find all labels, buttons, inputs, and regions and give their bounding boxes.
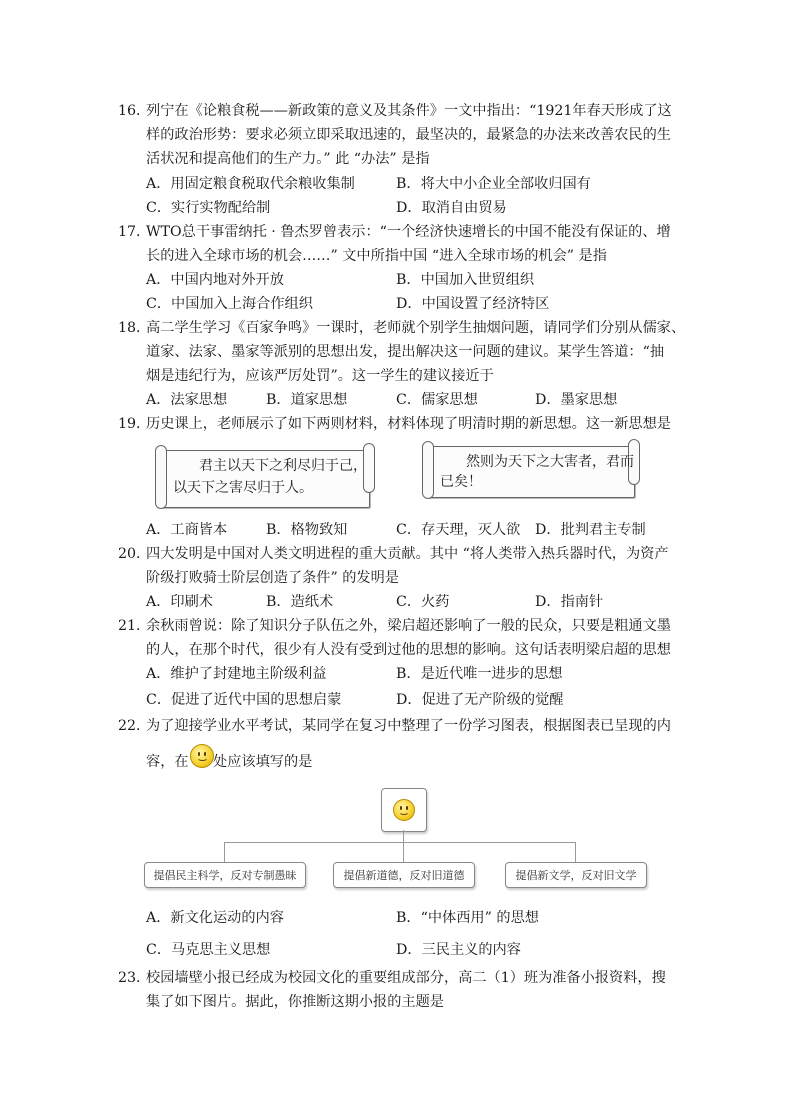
question-16-number: 16． <box>118 103 151 119</box>
question-23-line-1: 校园墙壁小报已经成为校园文化的重要组成部分，高二（1）班为准备小报资料，搜 <box>146 970 666 986</box>
question-22-number: 22． <box>118 718 151 734</box>
question-21-option-d: D．促进了无产阶级的觉醒 <box>396 692 564 708</box>
smiley-face-icon <box>393 799 415 821</box>
question-17-option-b: B．中国加入世贸组织 <box>396 272 535 288</box>
question-22-line-2-after: 处应该填写的是 <box>213 754 313 770</box>
question-18-option-b: B．道家思想 <box>266 392 348 408</box>
question-19-line-1: 历史课上，老师展示了如下两则材料，材料体现了明清时期的新思想。这一新思想是 <box>146 416 671 432</box>
quote-2-line-2: 已矣！ <box>440 474 482 490</box>
question-17-option-d: D．中国设置了经济特区 <box>396 296 550 312</box>
question-16-option-d: D．取消自由贸易 <box>396 200 507 216</box>
question-20-line-2: 阶级打败骑士阶层创造了条件” 的发明是 <box>146 570 399 586</box>
question-20-option-b: B．造纸术 <box>266 594 334 610</box>
question-17-number: 17． <box>118 224 151 240</box>
diagram-connector-vertical <box>403 830 404 842</box>
scroll-curl-left-icon <box>422 441 434 499</box>
diagram-connector-left <box>224 842 225 862</box>
question-18-option-a: A．法家思想 <box>146 392 228 408</box>
smiley-face-icon <box>190 744 214 768</box>
question-17-line-2: 长的进入全球市场的机会……” 文中所指中国 “进入全球市场的机会” 是指 <box>146 248 607 264</box>
question-16-line-2: 样的政治形势：要求必须立即采取迅速的，最坚决的，最紧急的办法来改善农民的生 <box>146 127 671 143</box>
question-19-option-a: A．工商皆本 <box>146 522 228 538</box>
question-18-line-2: 道家、法家、墨家等派别的思想出发，提出解决这一问题的建议。某学生答道：“抽 <box>146 344 665 360</box>
question-21-line-2: 的人，在那个时代，很少有人没有受到过他的思想的影响。这句话表明梁启超的思想 <box>146 642 671 658</box>
question-20-option-a: A．印刷术 <box>146 594 213 610</box>
question-18-line-1: 高二学生学习《百家争鸣》一课时，老师就个别学生抽烟问题，请同学们分别从儒家、 <box>146 320 686 336</box>
question-18-option-c: C．儒家思想 <box>396 392 478 408</box>
question-17-option-a: A．中国内地对外开放 <box>146 272 284 288</box>
diagram-box-2: 提倡新道德，反对旧道德 <box>333 862 475 888</box>
question-16-line-3: 活状况和提高他们的生产力。” 此 “办法” 是指 <box>146 151 430 167</box>
question-20-option-d: D．指南针 <box>535 594 604 610</box>
quote-1-line-2: 以天下之害尽归于人。 <box>173 480 313 496</box>
question-17-line-1: WTO总干事雷纳托 · 鲁杰罗曾表示：“一个经济快速增长的中国不能没有保证的、增 <box>146 224 671 240</box>
question-22-option-c: C．马克思主义思想 <box>146 942 271 958</box>
question-21-line-1: 余秋雨曾说：除了知识分子队伍之外，梁启超还影响了一般的民众，只要是粗通文墨 <box>146 618 671 634</box>
diagram-box-1: 提倡民主科学，反对专制愚昧 <box>144 862 306 888</box>
question-16-option-c: C．实行实物配给制 <box>146 200 271 216</box>
question-19-number: 19． <box>118 416 151 432</box>
diagram-connector-right <box>575 842 576 862</box>
question-21-number: 21． <box>118 618 151 634</box>
quote-1-line-1: 君主以天下之利尽归于己， <box>199 458 367 474</box>
diagram-connector-middle <box>403 842 404 862</box>
question-22-option-d: D．三民主义的内容 <box>396 942 521 958</box>
diagram-box-3: 提倡新文学，反对旧文学 <box>505 862 647 888</box>
question-18-line-3: 烟是违纪行为，应该严厉处罚”。这一学生的建议接近于 <box>146 368 494 384</box>
question-22-option-a: A．新文化运动的内容 <box>146 910 284 926</box>
question-19-option-b: B．格物致知 <box>266 522 348 538</box>
question-19-option-c: C．存天理，灭人欲 <box>396 522 521 538</box>
question-21-option-b: B．是近代唯一进步的思想 <box>396 666 563 682</box>
question-16-option-a: A．用固定粮食税取代余粮收集制 <box>146 176 355 192</box>
question-20-line-1: 四大发明是中国对人类文明进程的重大贡献。其中 “将人类带入热兵器时代，为资产 <box>146 546 669 562</box>
question-18-number: 18． <box>118 320 151 336</box>
question-23-line-2: 集了如下图片。据此，你推断这期小报的主题是 <box>146 994 444 1010</box>
diagram-top-node <box>381 788 427 832</box>
question-18-option-d: D．墨家思想 <box>535 392 618 408</box>
quote-scroll-2 <box>427 446 635 498</box>
question-22-line-1: 为了迎接学业水平考试，某同学在复习中整理了一份学习图表，根据图表已呈现的内 <box>146 718 671 734</box>
question-21-option-a: A．维护了封建地主阶级利益 <box>146 666 327 682</box>
question-17-option-c: C．中国加入上海合作组织 <box>146 296 313 312</box>
question-22-option-b: B．“中体西用” 的思想 <box>396 910 539 926</box>
quote-2-line-1: 然则为天下之大害者，君而 <box>466 454 634 470</box>
diagram-connector-horizontal <box>224 842 575 843</box>
question-16-option-b: B．将大中小企业全部收归国有 <box>396 176 591 192</box>
question-22-line-2-before: 容，在 <box>146 754 189 770</box>
question-21-option-c: C．促进了近代中国的思想启蒙 <box>146 692 342 708</box>
question-19-option-d: D．批判君主专制 <box>535 522 646 538</box>
question-16-line-1: 列宁在《论粮食税——新政策的意义及其条件》一文中指出：“1921年春天形成了这 <box>146 103 672 119</box>
quote-scroll-1 <box>160 450 370 508</box>
question-20-option-c: C．火药 <box>396 594 450 610</box>
question-20-number: 20． <box>118 546 151 562</box>
scroll-curl-left-icon <box>155 445 167 509</box>
question-23-number: 23． <box>118 970 151 986</box>
